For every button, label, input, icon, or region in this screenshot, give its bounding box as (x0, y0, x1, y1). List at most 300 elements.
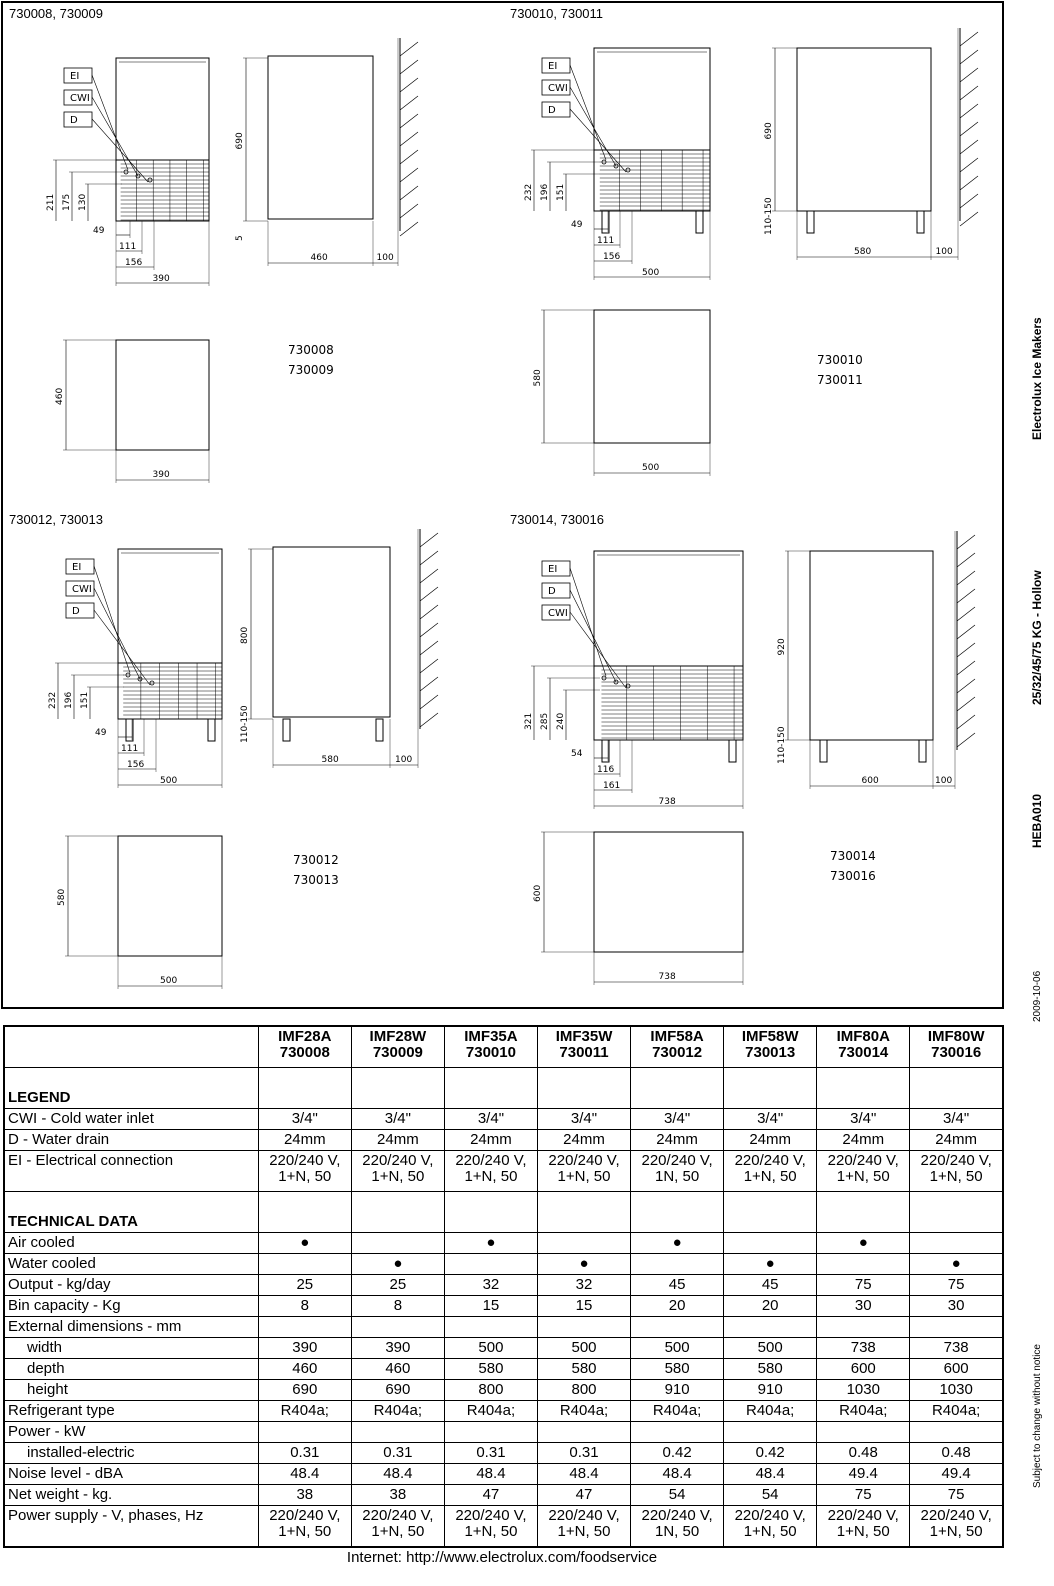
row-value: 220/240 V, 1+N, 50 (724, 1151, 817, 1192)
dimension-label: 690 (764, 122, 774, 140)
drawing-line (420, 677, 438, 691)
drawing-line (400, 186, 418, 200)
dimension-label: 738 (658, 797, 676, 807)
drawing-line (400, 78, 418, 92)
drawing-line (420, 605, 438, 619)
drawing-line (570, 87, 616, 166)
row-value (351, 1233, 444, 1254)
row-label: Noise level - dBA (4, 1464, 258, 1485)
row-label: Power supply - V, phases, Hz (4, 1506, 258, 1548)
dimension-label: 100 (935, 776, 953, 786)
model-code: 730011 (559, 1044, 609, 1061)
drawing-line (960, 194, 978, 208)
drawing-line (400, 114, 418, 128)
row-value: 20 (724, 1296, 817, 1317)
dimension-label: 100 (376, 253, 394, 263)
drawing-label: 730012, 730013 (9, 512, 103, 527)
dimension-label: 285 (540, 712, 550, 730)
row-label: Net weight - kg. (4, 1485, 258, 1506)
dimension-label: D (70, 115, 78, 126)
row-value: 0.48 (817, 1443, 910, 1464)
row-value: 580 (444, 1359, 537, 1380)
drawing-line (94, 566, 130, 673)
drawing-line (420, 551, 438, 565)
row-value: 48.4 (351, 1464, 444, 1485)
row-value (724, 1068, 817, 1109)
table-row (4, 1485, 1003, 1506)
table-row (4, 1443, 1003, 1464)
drawing-line (960, 158, 978, 172)
row-value (910, 1422, 1003, 1443)
row-value (537, 1317, 630, 1338)
drawing-outline (116, 58, 209, 221)
row-value (910, 1068, 1003, 1109)
row-value: 220/240 V, 1+N, 50 (537, 1506, 630, 1548)
model-name: IMF58W (741, 1028, 799, 1045)
dimension-label: 232 (524, 183, 534, 201)
dimension-label: 156 (127, 760, 145, 770)
row-value: ● (351, 1254, 444, 1275)
table-row (4, 1130, 1003, 1151)
drawing-outline (283, 719, 290, 741)
model-header (724, 1026, 817, 1068)
drawing-line (957, 571, 975, 585)
dimension-label: 730014 (830, 849, 876, 863)
dimension-label: 211 (46, 193, 56, 211)
row-value: 3/4" (817, 1109, 910, 1130)
drawing-outline (64, 112, 92, 127)
dimension-label: CWI (548, 83, 568, 94)
model-header (258, 1026, 351, 1068)
row-value (351, 1068, 444, 1109)
drawing-line (570, 109, 626, 172)
model-name: IMF28W (369, 1028, 427, 1045)
drawing-outline (917, 211, 924, 233)
dimension-label: 110-150 (764, 197, 774, 235)
dimension-label: 111 (597, 236, 615, 246)
row-value: 220/240 V, 1+N, 50 (724, 1506, 817, 1548)
drawing-line (957, 715, 975, 729)
row-value: 0.48 (910, 1443, 1003, 1464)
side-brand: Electrolux Ice Makers (1030, 317, 1044, 440)
row-value: 3/4" (910, 1109, 1003, 1130)
row-value: 500 (537, 1338, 630, 1359)
drawing-line (957, 643, 975, 657)
table-row (4, 1506, 1003, 1548)
row-value: 390 (258, 1338, 351, 1359)
row-value (444, 1317, 537, 1338)
drawing-label: 730014, 730016 (510, 512, 604, 527)
drawing-outline (118, 836, 222, 956)
row-value: 48.4 (724, 1464, 817, 1485)
drawing-outline (820, 740, 827, 762)
row-label: TECHNICAL DATA (4, 1192, 258, 1233)
row-value (537, 1192, 630, 1233)
drawing-line (400, 42, 418, 56)
row-value (444, 1254, 537, 1275)
row-value: 600 (910, 1359, 1003, 1380)
row-value: 1030 (910, 1380, 1003, 1401)
row-value: 47 (537, 1485, 630, 1506)
drawing-outline (208, 719, 215, 741)
table-row (4, 1296, 1003, 1317)
model-name: IMF35A (464, 1028, 518, 1045)
row-value: 220/240 V, 1N, 50 (631, 1506, 724, 1548)
drawing-label: 730010, 730011 (510, 6, 604, 21)
row-label: External dimensions - mm (4, 1317, 258, 1338)
row-value (537, 1233, 630, 1254)
row-value: 580 (537, 1359, 630, 1380)
dimension-label: 175 (62, 193, 72, 211)
row-value: 30 (910, 1296, 1003, 1317)
row-value: 910 (631, 1380, 724, 1401)
row-value (817, 1068, 910, 1109)
dimension-label: 151 (556, 183, 566, 201)
model-code: 730013 (745, 1044, 796, 1061)
drawing-outline (116, 340, 209, 450)
row-value: 48.4 (537, 1464, 630, 1485)
dimension-label: EI (548, 564, 558, 575)
row-value (724, 1317, 817, 1338)
drawing-outline (919, 740, 926, 762)
drawing-line (957, 553, 975, 567)
row-value: 54 (724, 1485, 817, 1506)
row-value (910, 1317, 1003, 1338)
side-code: HEBA010 (1030, 793, 1044, 848)
dimension-label: 580 (57, 888, 67, 906)
drawing-line (960, 50, 978, 64)
drawing-line (960, 86, 978, 100)
row-value (631, 1068, 724, 1109)
dimension-label: 232 (48, 691, 58, 709)
drawing-line (960, 104, 978, 118)
drawing-line (420, 659, 438, 673)
row-value (817, 1317, 910, 1338)
row-value: 3/4" (258, 1109, 351, 1130)
row-value: 24mm (724, 1130, 817, 1151)
drawing-label: 730008, 730009 (9, 6, 103, 21)
row-value (817, 1422, 910, 1443)
dimension-label: D (548, 586, 556, 597)
row-value: 24mm (537, 1130, 630, 1151)
row-value: 49.4 (910, 1464, 1003, 1485)
spec-table (3, 1025, 1004, 1548)
row-value: 75 (910, 1485, 1003, 1506)
row-value: 460 (258, 1359, 351, 1380)
row-label: Air cooled (4, 1233, 258, 1254)
row-value: 75 (817, 1485, 910, 1506)
drawing-line (960, 176, 978, 190)
dimension-label: 730008 (288, 343, 334, 357)
drawing-outline (66, 603, 94, 618)
row-value: 390 (351, 1338, 444, 1359)
dimension-label: 100 (395, 755, 413, 765)
row-value: 24mm (444, 1130, 537, 1151)
row-label: D - Water drain (4, 1130, 258, 1151)
row-value: 500 (444, 1338, 537, 1359)
table-header-row (4, 1026, 1003, 1068)
dimension-label: 49 (571, 220, 583, 230)
dimension-label: 460 (55, 387, 65, 405)
row-label: Bin capacity - Kg (4, 1296, 258, 1317)
row-value: 0.42 (724, 1443, 817, 1464)
drawing-line (960, 32, 978, 46)
drawing-line (570, 612, 626, 688)
row-value: 45 (631, 1275, 724, 1296)
model-header (631, 1026, 724, 1068)
drawing-line (92, 119, 148, 182)
drawing-line (400, 168, 418, 182)
drawing-line (400, 150, 418, 164)
row-value: 24mm (817, 1130, 910, 1151)
table-row (4, 1401, 1003, 1422)
drawing-line (957, 697, 975, 711)
row-value (631, 1192, 724, 1233)
dimension-label: 580 (854, 247, 872, 257)
row-value: 24mm (910, 1130, 1003, 1151)
dimension-label: 161 (603, 781, 621, 791)
model-header (537, 1026, 630, 1068)
table-row (4, 1109, 1003, 1130)
table-row (4, 1192, 1003, 1233)
row-label: installed-electric (4, 1443, 258, 1464)
row-value: 75 (817, 1275, 910, 1296)
row-value (444, 1192, 537, 1233)
row-value: 580 (724, 1359, 817, 1380)
drawing-line (400, 132, 418, 146)
dimension-label: 111 (121, 744, 139, 754)
drawing-outline (268, 56, 373, 219)
model-code: 730016 (931, 1044, 982, 1061)
drawing-line (960, 68, 978, 82)
model-header (817, 1026, 910, 1068)
drawing-line (420, 533, 438, 547)
dimension-label: 49 (95, 728, 107, 738)
row-value: ● (631, 1233, 724, 1254)
row-value: ● (910, 1254, 1003, 1275)
row-value: 8 (351, 1296, 444, 1317)
row-label: LEGEND (4, 1068, 258, 1109)
row-value: 75 (910, 1275, 1003, 1296)
drawing-outline (594, 832, 743, 952)
drawing-outline (594, 666, 743, 740)
row-value: 3/4" (351, 1109, 444, 1130)
row-value: 500 (631, 1338, 724, 1359)
drawing-line (400, 60, 418, 74)
row-value (537, 1422, 630, 1443)
row-value: 220/240 V, 1+N, 50 (444, 1506, 537, 1548)
row-label: Refrigerant type (4, 1401, 258, 1422)
table-row (4, 1380, 1003, 1401)
row-value (724, 1192, 817, 1233)
table-row (4, 1254, 1003, 1275)
drawing-outline (810, 551, 933, 740)
drawing-outline (594, 310, 710, 443)
row-value (817, 1192, 910, 1233)
dimension-label: 730016 (830, 869, 876, 883)
drawing-outline (273, 547, 390, 717)
dimension-label: 500 (160, 976, 178, 986)
dimension-label: EI (70, 71, 80, 82)
drawing-line (400, 204, 418, 218)
row-value: 220/240 V, 1+N, 50 (537, 1151, 630, 1192)
drawing-outline (542, 102, 570, 117)
drawing-outline (797, 48, 931, 211)
dimension-label: 240 (556, 712, 566, 730)
dimension-label: 196 (64, 691, 74, 709)
dimension-label: 196 (540, 183, 550, 201)
drawing-line (957, 679, 975, 693)
row-value: 25 (351, 1275, 444, 1296)
row-value (910, 1192, 1003, 1233)
row-value: 3/4" (444, 1109, 537, 1130)
dimension-label: EI (72, 562, 82, 573)
table-row (4, 1317, 1003, 1338)
row-value: 220/240 V, 1+N, 50 (910, 1151, 1003, 1192)
row-value: 220/240 V, 1+N, 50 (258, 1506, 351, 1548)
row-value (444, 1068, 537, 1109)
row-value: ● (444, 1233, 537, 1254)
drawing-line (420, 623, 438, 637)
row-label: EI - Electrical connection (4, 1151, 258, 1192)
row-label: height (4, 1380, 258, 1401)
row-value: R404a; (258, 1401, 351, 1422)
row-value: 45 (724, 1275, 817, 1296)
drawing-outline (696, 211, 703, 233)
row-label: width (4, 1338, 258, 1359)
row-value: 48.4 (258, 1464, 351, 1485)
row-value: 0.42 (631, 1443, 724, 1464)
row-value: 500 (724, 1338, 817, 1359)
dimension-label: CWI (70, 93, 90, 104)
drawing-line (960, 122, 978, 136)
side-notice: Subject to change without notice (1032, 1344, 1043, 1488)
row-value (817, 1254, 910, 1275)
side-range: 25/32/45/75 KG - Hollow (1030, 570, 1044, 705)
dimension-label: 500 (642, 268, 660, 278)
dimension-label: D (548, 105, 556, 116)
model-name: IMF80W (927, 1028, 985, 1045)
drawing-outline (807, 211, 814, 233)
drawing-line (420, 587, 438, 601)
row-value: 738 (817, 1338, 910, 1359)
drawing-line (957, 661, 975, 675)
row-value: 8 (258, 1296, 351, 1317)
dimension-label: 116 (597, 765, 615, 775)
row-value (351, 1317, 444, 1338)
row-value: R404a; (817, 1401, 910, 1422)
row-label: CWI - Cold water inlet (4, 1109, 258, 1130)
drawing-line (957, 589, 975, 603)
row-value: 20 (631, 1296, 724, 1317)
row-label: Output - kg/day (4, 1275, 258, 1296)
row-value: 15 (537, 1296, 630, 1317)
row-value: 3/4" (631, 1109, 724, 1130)
row-value (724, 1233, 817, 1254)
dimension-label: 110-150 (240, 705, 250, 743)
row-value: 220/240 V, 1+N, 50 (351, 1506, 444, 1548)
row-value: R404a; (351, 1401, 444, 1422)
dimension-label: 156 (125, 258, 143, 268)
row-value: 15 (444, 1296, 537, 1317)
drawing-line (92, 75, 128, 170)
dimension-label: EI (548, 61, 558, 72)
drawing-line (960, 140, 978, 154)
row-value: 3/4" (724, 1109, 817, 1130)
drawing-line (420, 695, 438, 709)
drawing-line (92, 97, 138, 176)
row-value (351, 1192, 444, 1233)
footer-url: Internet: http://www.electrolux.com/foodservice (346, 1549, 658, 1566)
model-name: IMF58A (650, 1028, 704, 1045)
row-value: 25 (258, 1275, 351, 1296)
dimension-label: 156 (603, 252, 621, 262)
row-value: 24mm (258, 1130, 351, 1151)
dimension-label: 730010 (817, 353, 863, 367)
model-header (351, 1026, 444, 1068)
dimension-label: 730011 (817, 373, 863, 387)
row-value: 3/4" (537, 1109, 630, 1130)
row-value: 580 (631, 1359, 724, 1380)
dimension-label: 738 (658, 972, 676, 982)
drawing-outline (729, 740, 736, 762)
row-value: R404a; (444, 1401, 537, 1422)
dimension-label: 460 (310, 253, 328, 263)
dimension-label: 920 (777, 638, 787, 656)
row-value: 220/240 V, 1+N, 50 (444, 1151, 537, 1192)
drawing-outline (594, 48, 710, 211)
model-name: IMF80A (836, 1028, 890, 1045)
dimension-label: 321 (524, 712, 534, 730)
row-label: Power - kW (4, 1422, 258, 1443)
row-value: ● (258, 1233, 351, 1254)
row-value: 0.31 (537, 1443, 630, 1464)
dimension-label: CWI (548, 608, 568, 619)
table-row (4, 1068, 1003, 1109)
table-row (4, 1422, 1003, 1443)
dimension-label: 730012 (293, 853, 339, 867)
row-value: 220/240 V, 1+N, 50 (910, 1506, 1003, 1548)
model-code: 730010 (465, 1044, 516, 1061)
dimension-label: 600 (861, 776, 879, 786)
row-value: 800 (537, 1380, 630, 1401)
row-value: ● (724, 1254, 817, 1275)
row-value (631, 1422, 724, 1443)
dimension-label: 580 (533, 369, 543, 387)
row-value: 690 (258, 1380, 351, 1401)
drawing-line (960, 212, 978, 226)
model-code: 730012 (652, 1044, 703, 1061)
dimension-label: 690 (235, 132, 245, 150)
model-header (910, 1026, 1003, 1068)
row-value: 220/240 V, 1+N, 50 (351, 1151, 444, 1192)
table-row (4, 1151, 1003, 1192)
row-value: 0.31 (351, 1443, 444, 1464)
drawing-line (420, 713, 438, 727)
row-value: 0.31 (258, 1443, 351, 1464)
row-value: 38 (258, 1485, 351, 1506)
row-value: 460 (351, 1359, 444, 1380)
drawing-line (570, 568, 606, 676)
model-code: 730008 (279, 1044, 330, 1061)
dimension-label: 500 (160, 776, 178, 786)
row-value: 48.4 (444, 1464, 537, 1485)
row-label: Water cooled (4, 1254, 258, 1275)
row-value (631, 1317, 724, 1338)
row-value: 800 (444, 1380, 537, 1401)
row-value: 910 (724, 1380, 817, 1401)
row-value: 600 (817, 1359, 910, 1380)
